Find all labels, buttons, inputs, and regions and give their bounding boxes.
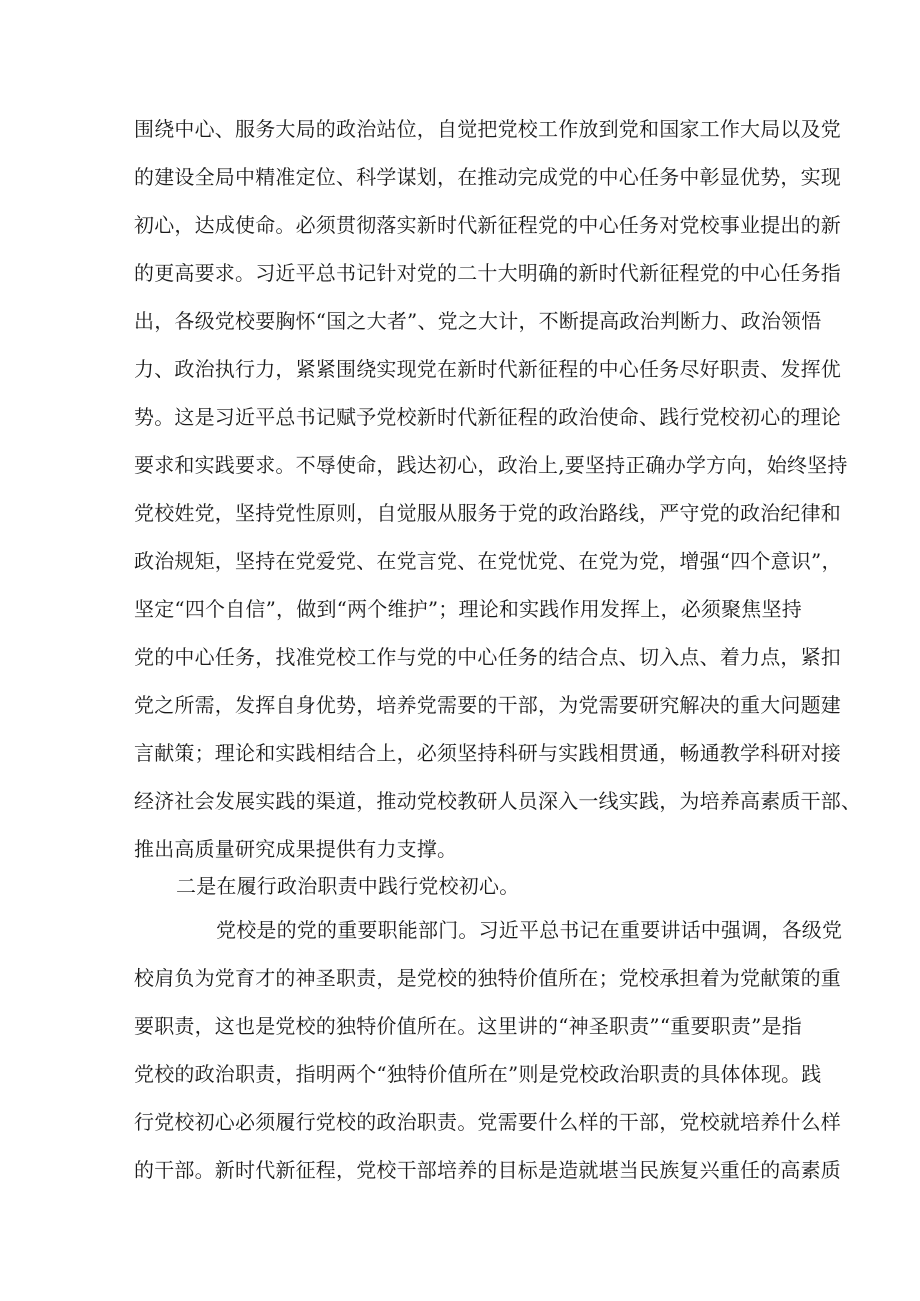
paragraph-1-line-4: 的更高要求。习近平总书记针对党的二十大明确的新时代新征程党的中心任务指 xyxy=(134,261,841,285)
paragraph-1-line-5: 出，各级党校要胸怀“国之大者”、党之大计，不断提高政治判断力、政治领悟 xyxy=(134,309,822,333)
paragraph-1-line-8: 要求和实践要求。不辱使命，践达初心，政治上,要坚持正确办学方向，始终坚持 xyxy=(134,453,848,477)
paragraph-1-line-13: 党之所需，发挥自身优势，培养党需要的干部，为党需要研究解决的重大问题建 xyxy=(134,693,841,717)
paragraph-1-line-1: 围绕中心、服务大局的政治站位，自觉把党校工作放到党和国家工作大局以及党 xyxy=(134,117,841,141)
paragraph-1-line-16: 推出高质量研究成果提供有力支撑。 xyxy=(134,837,458,861)
paragraph-1-line-3: 初心，达成使命。必须贯彻落实新时代新征程党的中心任务对党校事业提出的新 xyxy=(134,213,841,237)
paragraph-1-line-15: 经济社会发展实践的渠道，推动党校教研人员深入一线实践，为培养高素质干部、 xyxy=(134,789,862,813)
paragraph-1-line-12: 党的中心任务，找准党校工作与党的中心任务的结合点、切入点、着力点，紧扣 xyxy=(134,645,841,669)
paragraph-1-line-11: 坚定“四个自信”，做到“两个维护”；理论和实践作用发挥上，必须聚焦坚持 xyxy=(134,597,802,621)
paragraph-1-line-6: 力、政治执行力，紧紧围绕实现党在新时代新征程的中心任务尽好职责、发挥优 xyxy=(134,357,841,381)
paragraph-1-line-2: 的建设全局中精准定位、科学谋划，在推动完成党的中心任务中彰显优势，实现 xyxy=(134,165,841,189)
section-heading: 二是在履行政治职责中践行党校初心。 xyxy=(176,874,520,898)
paragraph-1-line-9: 党校姓党，坚持党性原则，自觉服从服务于党的政治路线，严守党的政治纪律和 xyxy=(134,501,841,525)
paragraph-2-line-3: 要职责，这也是党校的独特价值所在。这里讲的“神圣职责”“重要职责”是指 xyxy=(134,1014,802,1038)
paragraph-2-line-1: 党校是的党的重要职能部门。习近平总书记在重要讲话中强调，各级党 xyxy=(216,918,843,942)
paragraph-1-line-10: 政治规矩，坚持在党爱党、在党言党、在党忧党、在党为党，增强“四个意识”， xyxy=(134,549,842,573)
paragraph-2-line-2: 校肩负为党育才的神圣职责，是党校的独特价值所在；党校承担着为党献策的重 xyxy=(134,966,841,990)
paragraph-2-line-6: 的干部。新时代新征程，党校干部培养的目标是造就堪当民族复兴重任的高素质 xyxy=(134,1158,841,1182)
paragraph-2-line-4: 党校的政治职责，指明两个“独特价值所在”则是党校政治职责的具体体现。践 xyxy=(134,1062,822,1086)
paragraph-1-line-14: 言献策；理论和实践相结合上，必须坚持科研与实践相贯通，畅通教学科研对接 xyxy=(134,741,841,765)
paragraph-2-line-5: 行党校初心必须履行党校的政治职责。党需要什么样的干部，党校就培养什么样 xyxy=(134,1110,841,1134)
paragraph-1-line-7: 势。这是习近平总书记赋予党校新时代新征程的政治使命、践行党校初心的理论 xyxy=(134,405,841,429)
